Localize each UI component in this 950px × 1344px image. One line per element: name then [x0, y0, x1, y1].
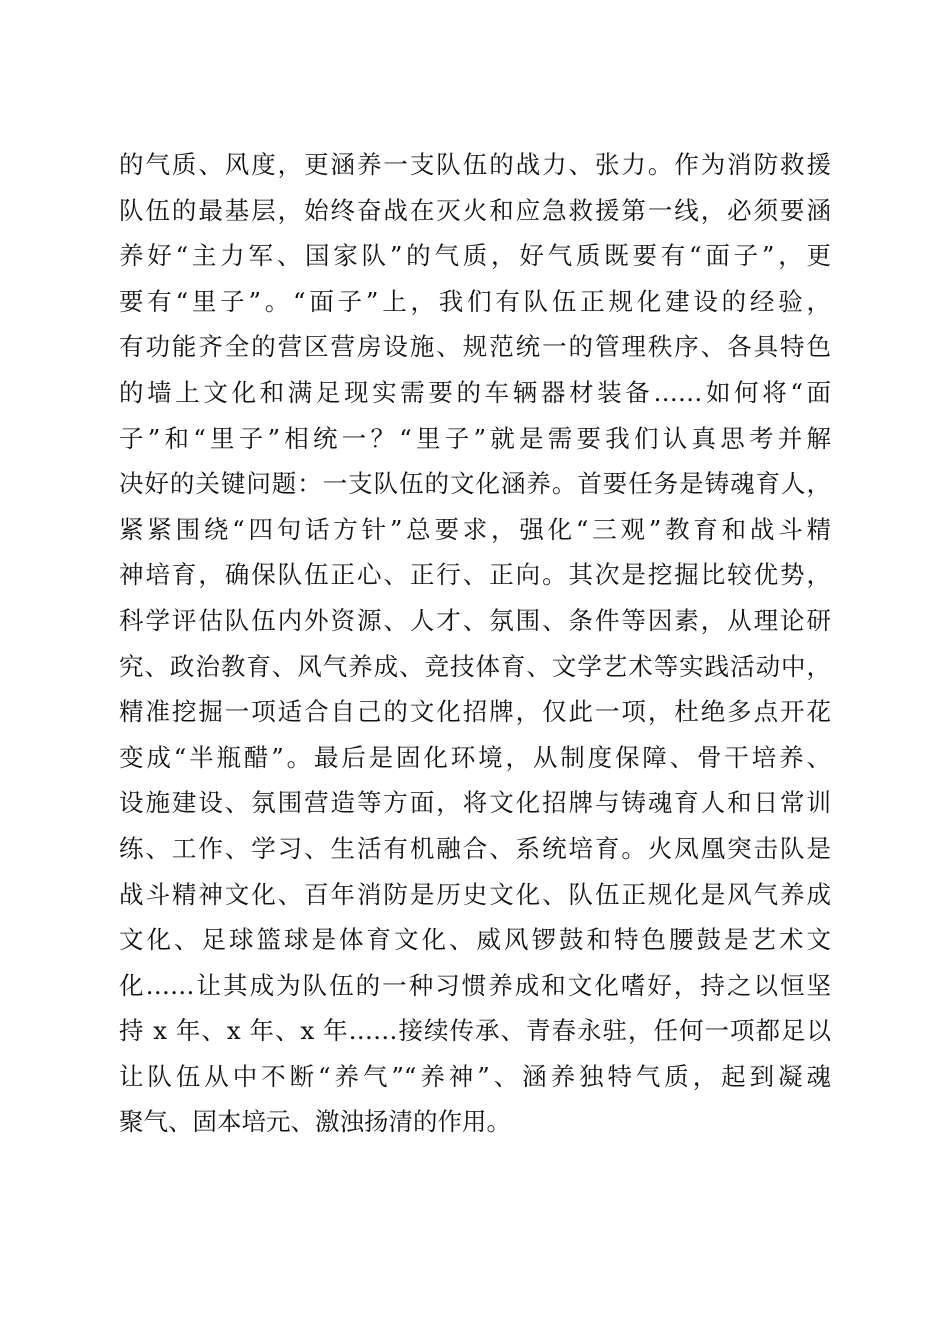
text-line: 队伍的最基层，始终奋战在灭火和应急救援第一线，必须要涵 — [119, 195, 831, 225]
text-line: 究、政治教育、风气养成、竞技体育、文学艺术等实践活动中， — [119, 651, 831, 681]
text-line: 紧紧围绕“四句话方针”总要求，强化“三观”教育和战斗精 — [119, 514, 831, 544]
text-line: 科学评估队伍内外资源、人才、氛围、条件等因素，从理论研 — [119, 605, 831, 635]
text-line: 持 x 年、x 年、x 年……接续传承、青春永驻，任何一项都足以 — [119, 1016, 831, 1046]
body-paragraph — [119, 142, 831, 1145]
text-line: 有功能齐全的营区营房设施、规范统一的管理秩序、各具特色 — [119, 332, 831, 362]
text-line: 战斗精神文化、百年消防是历史文化、队伍正规化是风气养成 — [119, 879, 831, 909]
text-line: 设施建设、氛围营造等方面，将文化招牌与铸魂育人和日常训 — [119, 788, 831, 818]
text-line: 的墙上文化和满足现实需要的车辆器材装备……如何将“面 — [119, 377, 831, 407]
text-line: 化……让其成为队伍的一种习惯养成和文化嗜好，持之以恒坚 — [119, 970, 831, 1000]
text-line: 练、工作、学习、生活有机融合、系统培育。火凤凰突击队是 — [119, 833, 831, 863]
text-line: 让队伍从中不断“养气”“养神”、涵养独特气质，起到凝魂 — [119, 1061, 831, 1091]
text-line: 文化、足球篮球是体育文化、威风锣鼓和特色腰鼓是艺术文 — [119, 925, 831, 955]
text-line: 的气质、风度，更涵养一支队伍的战力、张力。作为消防救援 — [119, 150, 831, 179]
text-line: 要有“里子”。“面子”上，我们有队伍正规化建设的经验， — [119, 286, 831, 316]
text-line: 精准挖掘一项适合自己的文化招牌，仅此一项，杜绝多点开花 — [119, 697, 831, 727]
text-line: 子”和“里子”相统一？“里子”就是需要我们认真思考并解 — [119, 423, 831, 453]
text-line: 神培育，确保队伍正心、正行、正向。其次是挖掘比较优势， — [119, 560, 831, 590]
text-line: 决好的关键问题：一支队伍的文化涵养。首要任务是铸魂育人， — [119, 469, 831, 499]
text-line: 聚气、固本培元、激浊扬清的作用。 — [119, 1107, 511, 1137]
text-line: 变成“半瓶醋”。最后是固化环境，从制度保障、骨干培养、 — [119, 742, 831, 772]
text-line: 养好“主力军、国家队”的气质，好气质既要有“面子”，更 — [119, 241, 831, 271]
